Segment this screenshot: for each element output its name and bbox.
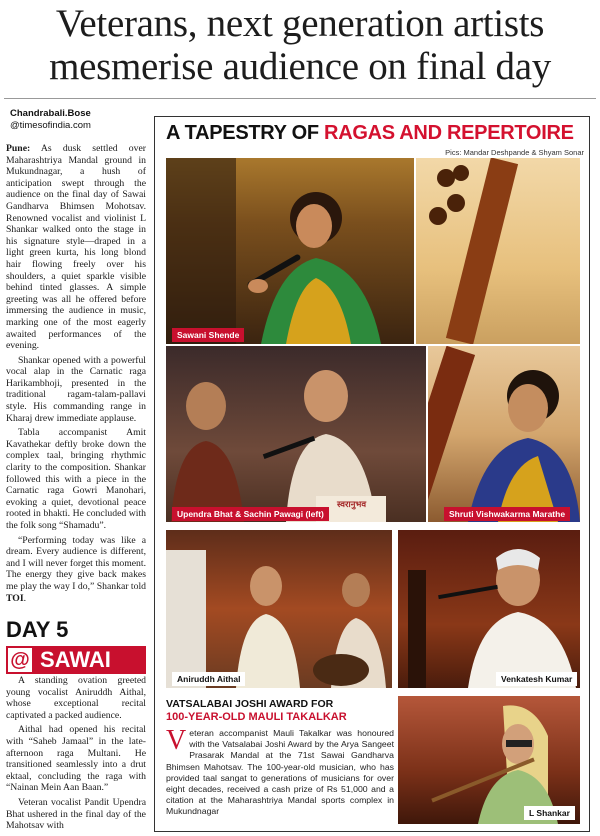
day5-badge [6,618,146,676]
photo-tanpura [416,158,580,344]
photo-l-shankar [398,696,580,824]
concert-illustration [166,530,392,688]
article-paragraph [6,535,146,605]
sawai-label: SAWAI [40,647,111,672]
quote-text: “Performing today was like a dream. Every audience is different, and I will never forget this moment. The energy they give back makes me play the way I do,” Shankar told [6,534,146,592]
byline-handle: @timesofindia.com [10,120,91,131]
article-paragraph: Veteran vocalist Pandit Upendra Bhat ushered in the final day of the Mahotsav with [6,796,146,832]
tanpura-illustration [416,158,580,344]
singer-illustration [166,158,414,344]
byline [10,108,150,132]
singer-illustration-2 [428,346,580,522]
quote-end: . [23,592,27,604]
article-paragraph [6,143,146,352]
banner-text: स्वरानुभव [332,498,371,512]
article-paragraph: Shankar opened with a powerful vocal alap in the Carnatic raga Harikambhoji, presented in the traditional ragam-talam-pallavi style. His commanding range in Kharaj drew immediate applause. [6,354,146,424]
dateline: Pune: [6,143,31,154]
spread-title-red: RAGAS AND REPERTOIRE [324,122,574,144]
award-title-1: VATSALABAI JOSHI AWARD FOR [166,698,334,710]
article-paragraph: A standing ovation greeted young vocalist Aniruddh Aithal, whose exceptional recital captivated a packed audience. [6,675,146,721]
award-text: eteran accompanist Mauli Takalkar was honoured with the Vatsalabai Joshi Award by the Arya Sangeet Prasarak Mandal at the 71st Sawai Gandharva Bhimsen Mahotsav. The 100-year-old musician, who has provided taal sangat to generations of musicians for over eight decades, received a cash prize of Rs 51,000 and a citation at the Maharashtriya Mandal sports complex in Mukundnagar [166,728,394,817]
caption-shruti-vishwakarma: Shruti Vishwakarma Marathe [444,507,570,521]
caption-upendra-bhat: Upendra Bhat & Sachin Pawagi (left) [172,507,329,521]
spread-title-black: A TAPESTRY OF [166,122,325,144]
caption-l-shankar: L Shankar [524,806,575,820]
article-paragraph: Tabla accompanist Amit Kavathekar deftly broke down the complex taal, bringing rhythmic clarity to the composition. Shankar followed this with a piece in the Carnatic raga Gowri Manohari, evoking a quiet, devotional peace rooted in bhakti. He concluded with the folk song “Shamadu”. [6,427,146,531]
photo-shruti-vishwakarma [428,346,580,522]
photo-venkatesh-kumar [398,530,580,688]
headline-line-1: Veterans, next generation artists [55,2,545,45]
at-symbol: @ [6,646,34,674]
headline-divider [4,98,596,99]
spread-title [166,120,574,146]
article-column [6,143,146,607]
headline-line-2: mesmerise audience on final day [49,45,551,88]
byline-name: Chandrabali.Bose [10,108,91,119]
article-column-continued [6,675,146,835]
award-dropcap: V [166,725,187,756]
vocalist-illustration [398,530,580,688]
paragraph-text: As dusk settled over Maharashtriya Mandal ground in Mukundnagar, a hush of anticipation swept through the audience on the final day of Sawai Gandharva Bhimsen Mohotsav. Renowned vocalist and violinist L Shankar walked onto the stage in his signature style—draped in a light green kurta, his long blond hair flowing freely over his shoulders, a quiet sparkle visible behind tinted glasses. A simple greeting was all he offered before immersing the audience in music, marking one of the most eagerly awaited performances of the evening. [6,143,146,352]
day5-label: DAY 5 [6,617,69,642]
photo-credit: Pics: Mandar Deshpande & Shyam Sonar [445,148,584,157]
sawai-bar [6,646,146,674]
vocalists-illustration [166,346,426,522]
violinist-illustration [398,696,580,824]
headline [4,2,596,88]
caption-aniruddh-aithal: Aniruddh Aithal [172,672,245,686]
quote-source: TOI [6,592,24,604]
photo-upendra-bhat [166,346,426,522]
caption-sawani-shende: Sawani Shende [172,328,244,342]
article-paragraph: Aithal had opened his recital with “Saheb Jamaal” in the late-afternoon raga Multani. He transitioned seamlessly into a drut ektaal, concluding the raga with “Nainan Mein Aan Baan.” [6,724,146,794]
award-title-2: 100-YEAR-OLD MAULI TAKALKAR [166,711,347,723]
caption-venkatesh-kumar: Venkatesh Kumar [496,672,577,686]
award-body [166,725,394,818]
photo-sawani-shende [166,158,414,344]
award-section [166,698,394,818]
photo-aniruddh-aithal [166,530,392,688]
